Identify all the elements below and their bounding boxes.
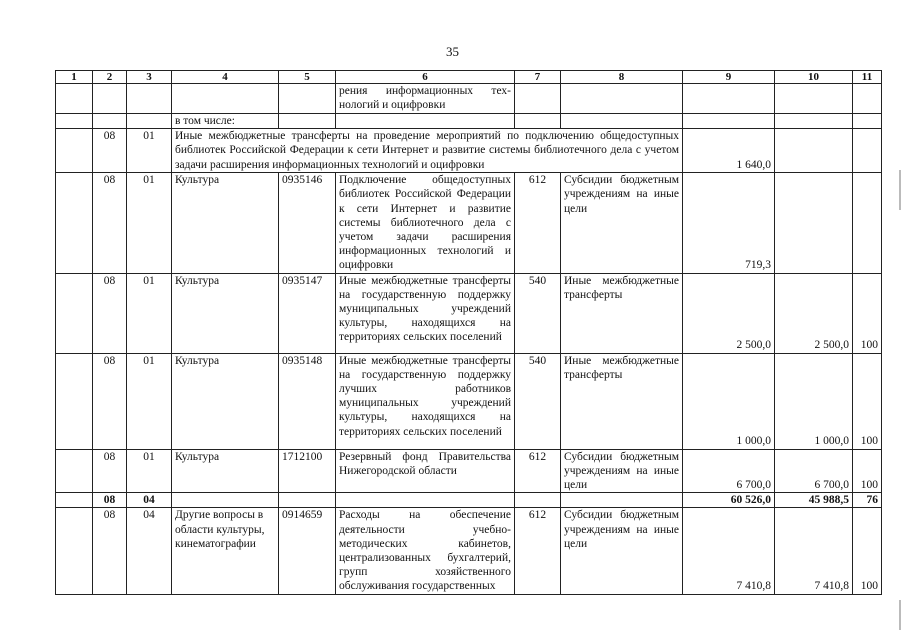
- cell-planned: 2 500,0: [683, 273, 775, 353]
- cell-subsection: 04: [127, 493, 172, 508]
- col-header-11: 11: [853, 71, 882, 84]
- cell-target-name: рения информационных тех-нологий и оцифровки: [336, 84, 515, 114]
- cell-target-code: [279, 493, 336, 508]
- page-number: 35: [446, 44, 459, 59]
- cell-actual: [775, 114, 853, 129]
- cell-section: 08: [93, 129, 127, 173]
- cell-planned: 7 410,8: [683, 508, 775, 594]
- cell-planned: [683, 84, 775, 114]
- cell-target-code: [279, 114, 336, 129]
- cell-percent: [853, 114, 882, 129]
- cell-expense-name: Субсидии бюджетным учреждениям на иные цели: [561, 449, 683, 493]
- cell-subsection: 04: [127, 508, 172, 594]
- table-row: [56, 84, 882, 114]
- col-header-7: 7: [515, 71, 561, 84]
- col-header-3: 3: [127, 71, 172, 84]
- table-row: [56, 173, 882, 273]
- cell-actual: [775, 84, 853, 114]
- col-header-4: 4: [172, 71, 279, 84]
- cell-actual: 2 500,0: [775, 273, 853, 353]
- cell-expense-code: 612: [515, 508, 561, 594]
- cell-percent: 100: [853, 449, 882, 493]
- table-row: [56, 508, 882, 594]
- cell-target-code: 0914659: [279, 508, 336, 594]
- cell-col1: [56, 84, 93, 114]
- cell-planned: 60 526,0: [683, 493, 775, 508]
- cell-col1: [56, 273, 93, 353]
- cell-expense-code: 612: [515, 173, 561, 273]
- table-row: [56, 114, 882, 129]
- scan-margin-mark: [899, 170, 901, 210]
- cell-percent: [853, 84, 882, 114]
- cell-target-name: Расходы на обеспечение деятельности учебно-методических кабинетов, централизованных бухгалтерий, групп хозяйственного обслуживания государственных: [336, 508, 515, 594]
- subtotal-row: [56, 493, 882, 508]
- cell-target-name: Иные межбюджетные трансферты на государственную поддержку муниципальных учреждений культуры, находящихся на территориях сельских поселений: [336, 273, 515, 353]
- cell-subsection: 01: [127, 353, 172, 449]
- budget-table: [55, 70, 882, 595]
- cell-target-code: 0935146: [279, 173, 336, 273]
- cell-planned: 719,3: [683, 173, 775, 273]
- cell-expense-code: [515, 114, 561, 129]
- cell-name: Культура: [172, 173, 279, 273]
- cell-target-name: Подключение общедоступных библиотек Российской Федерации к сети Интернет и развитие системы библиотечного дела с учетом задачи расширения информационных технологий и оцифровки: [336, 173, 515, 273]
- cell-expense-name: Иные межбюджетные трансферты: [561, 353, 683, 449]
- cell-expense-name: [561, 114, 683, 129]
- table-row: [56, 449, 882, 493]
- cell-target-code: 0935147: [279, 273, 336, 353]
- col-header-8: 8: [561, 71, 683, 84]
- table-row: [56, 273, 882, 353]
- cell-section: 08: [93, 173, 127, 273]
- cell-target-name: Резервный фонд Правительства Нижегородской области: [336, 449, 515, 493]
- cell-actual: [775, 173, 853, 273]
- scan-margin-mark: [899, 600, 901, 630]
- cell-col1: [56, 353, 93, 449]
- cell-percent: 100: [853, 508, 882, 594]
- cell-actual: 7 410,8: [775, 508, 853, 594]
- col-header-6: 6: [336, 71, 515, 84]
- cell-merged-description: Иные межбюджетные трансферты на проведение мероприятий по подключению общедоступных библиотек Российской Федерации к сети Интернет и развитие системы библиотечного дела с учетом задачи расширения информационных технологий и оцифровки: [172, 129, 683, 173]
- cell-col1: [56, 129, 93, 173]
- cell-name: [172, 493, 279, 508]
- cell-section: 08: [93, 493, 127, 508]
- cell-planned: 1 640,0: [683, 129, 775, 173]
- cell-name: [172, 84, 279, 114]
- cell-target-code: [279, 84, 336, 114]
- cell-subsection: 01: [127, 173, 172, 273]
- cell-actual: 6 700,0: [775, 449, 853, 493]
- cell-actual: 45 988,5: [775, 493, 853, 508]
- cell-target-code: 1712100: [279, 449, 336, 493]
- cell-target-code: 0935148: [279, 353, 336, 449]
- cell-section: [93, 114, 127, 129]
- cell-subsection: 01: [127, 449, 172, 493]
- cell-col1: [56, 449, 93, 493]
- cell-expense-name: Субсидии бюджетным учреждениям на иные цели: [561, 508, 683, 594]
- cell-section: 08: [93, 353, 127, 449]
- cell-actual: 1 000,0: [775, 353, 853, 449]
- cell-col1: [56, 508, 93, 594]
- cell-col1: [56, 114, 93, 129]
- cell-subsection: [127, 84, 172, 114]
- col-header-1: 1: [56, 71, 93, 84]
- cell-expense-code: [515, 493, 561, 508]
- cell-name: в том числе:: [172, 114, 279, 129]
- cell-expense-code: 612: [515, 449, 561, 493]
- cell-percent: 100: [853, 353, 882, 449]
- cell-expense-name: [561, 84, 683, 114]
- cell-name: Другие вопросы в области культуры, кинематографии: [172, 508, 279, 594]
- col-header-9: 9: [683, 71, 775, 84]
- cell-expense-code: 540: [515, 353, 561, 449]
- cell-col1: [56, 493, 93, 508]
- cell-expense-name: Субсидии бюджетным учреждениям на иные цели: [561, 173, 683, 273]
- cell-planned: 1 000,0: [683, 353, 775, 449]
- cell-planned: [683, 114, 775, 129]
- cell-section: 08: [93, 508, 127, 594]
- col-header-10: 10: [775, 71, 853, 84]
- cell-section: [93, 84, 127, 114]
- cell-name: Культура: [172, 353, 279, 449]
- cell-section: 08: [93, 449, 127, 493]
- cell-name: Культура: [172, 273, 279, 353]
- cell-expense-code: 540: [515, 273, 561, 353]
- cell-actual: [775, 129, 853, 173]
- column-number-row: [56, 71, 882, 84]
- cell-percent: 100: [853, 273, 882, 353]
- cell-expense-code: [515, 84, 561, 114]
- cell-percent: [853, 129, 882, 173]
- col-header-2: 2: [93, 71, 127, 84]
- table-row: [56, 353, 882, 449]
- cell-percent: 76: [853, 493, 882, 508]
- cell-target-name: [336, 114, 515, 129]
- cell-target-name: Иные межбюджетные трансферты на государственную поддержку лучших работников муниципальных учреждений культуры, находящихся на территориях сельских поселений: [336, 353, 515, 449]
- cell-percent: [853, 173, 882, 273]
- cell-target-name: [336, 493, 515, 508]
- cell-name: Культура: [172, 449, 279, 493]
- cell-expense-name: [561, 493, 683, 508]
- table-row: [56, 129, 882, 173]
- cell-section: 08: [93, 273, 127, 353]
- cell-col1: [56, 173, 93, 273]
- cell-subsection: 01: [127, 273, 172, 353]
- cell-expense-name: Иные межбюджетные трансферты: [561, 273, 683, 353]
- cell-subsection: 01: [127, 129, 172, 173]
- col-header-5: 5: [279, 71, 336, 84]
- cell-planned: 6 700,0: [683, 449, 775, 493]
- cell-subsection: [127, 114, 172, 129]
